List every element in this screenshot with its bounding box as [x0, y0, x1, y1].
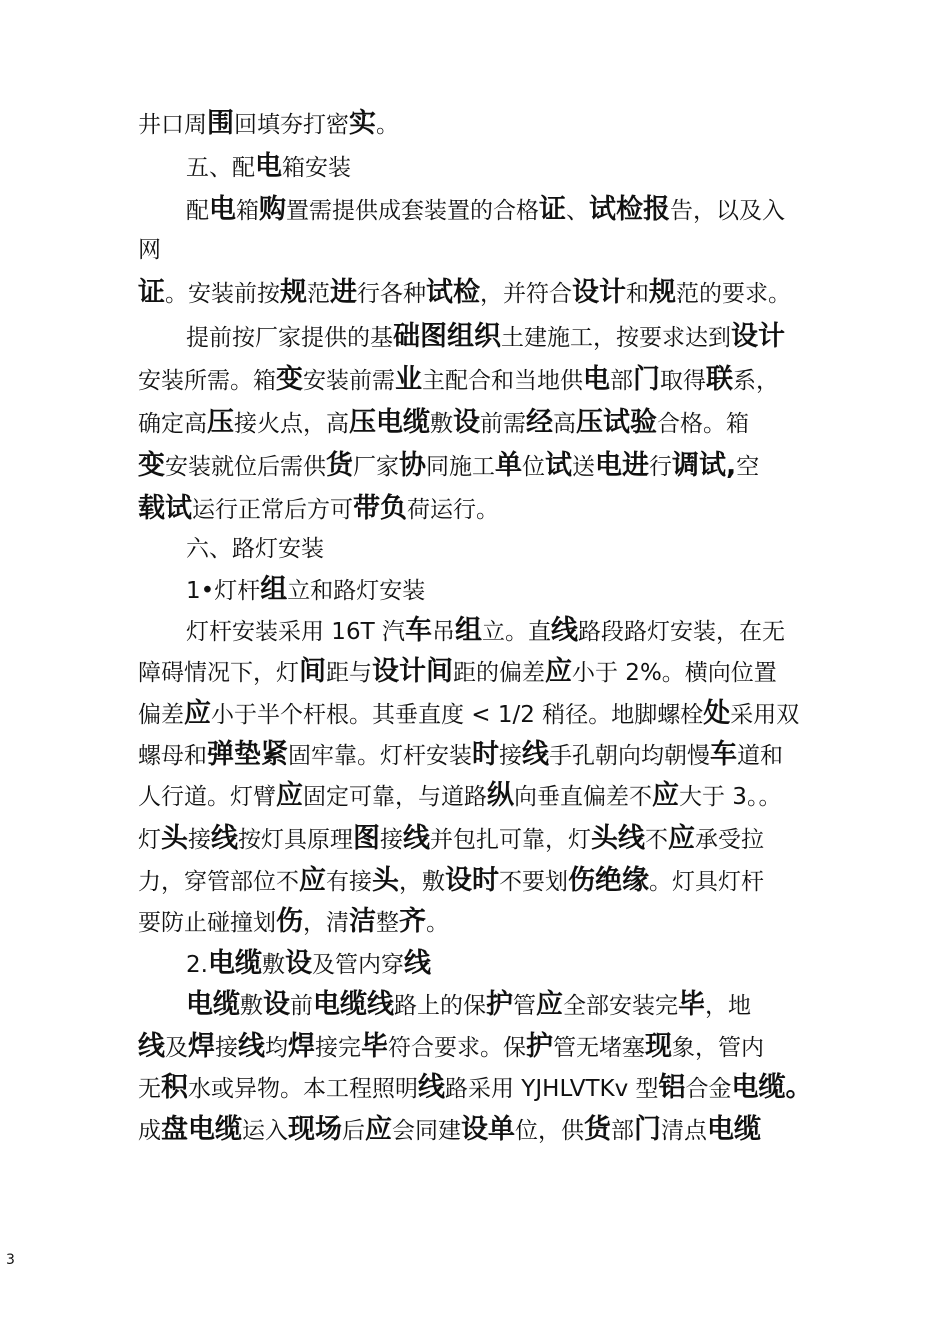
- bold-text: 毕: [361, 1031, 388, 1062]
- text-run: 范: [307, 281, 330, 307]
- text-run: 、: [566, 198, 589, 224]
- bold-text: 时: [472, 739, 499, 770]
- text-run: 。: [426, 910, 449, 936]
- text-run: 安装就位后需供: [165, 454, 326, 480]
- text-run: 行: [649, 454, 672, 480]
- bold-text: 设计: [731, 321, 785, 352]
- bold-text: 线: [403, 948, 431, 979]
- text-run: 清点: [661, 1118, 707, 1144]
- bold-text: 试: [545, 450, 572, 481]
- bold-text: 护: [486, 989, 513, 1020]
- text-line: [138, 905, 449, 940]
- bold-text: 实: [349, 108, 376, 139]
- text-run: 不要划: [499, 869, 568, 895]
- text-run: 箱安装: [282, 155, 351, 181]
- bold-text: 设: [284, 948, 312, 979]
- bold-text: 单: [495, 450, 522, 481]
- text-run: 告，以及入: [670, 198, 785, 224]
- text-run: 全部安装完: [563, 993, 678, 1019]
- bold-text: 间: [299, 656, 326, 687]
- text-line: [138, 406, 749, 441]
- text-run: 高: [553, 411, 576, 437]
- text-run: 道和: [737, 743, 783, 769]
- text-line: [186, 573, 425, 608]
- bold-text: 应: [668, 823, 695, 854]
- text-run: 及管内穿: [311, 952, 404, 978]
- text-run: 路采用 YJHLVTKv 型: [445, 1076, 659, 1102]
- text-line: [186, 193, 785, 228]
- text-run: 提前按厂家提供的基: [186, 325, 393, 351]
- bold-text: 变: [138, 450, 165, 481]
- text-run: 空: [736, 454, 760, 480]
- bold-text: 头: [161, 823, 188, 854]
- bold-text: 调试,: [672, 450, 737, 481]
- bold-text: 车: [710, 739, 737, 770]
- bold-text: 现: [645, 1031, 672, 1062]
- text-run: 灯杆安装采用 16T 汽: [186, 619, 405, 645]
- bold-text: 线: [418, 1072, 445, 1103]
- text-run: 确定高: [138, 411, 207, 437]
- text-run: 偏差: [138, 702, 184, 728]
- bold-text: 组: [260, 574, 288, 605]
- text-run: 成: [138, 1118, 161, 1144]
- text-run: 同施工: [426, 454, 495, 480]
- text-line: [138, 822, 764, 857]
- bold-text: 组: [454, 615, 482, 646]
- text-run: 网: [138, 237, 161, 263]
- text-run: 象，管内: [672, 1035, 764, 1061]
- text-run: 部: [611, 1118, 634, 1144]
- bold-text: 毕: [678, 989, 705, 1020]
- text-run: 并包扎可靠，灯: [430, 827, 591, 853]
- bold-text: 头线: [591, 823, 645, 854]
- bold-text: 货: [326, 450, 353, 481]
- bold-text: 试检: [426, 277, 480, 308]
- text-run: 距的偏差: [453, 660, 545, 686]
- bold-text: 进: [330, 277, 357, 308]
- text-run: 和: [626, 281, 649, 307]
- text-run: 荷运行。: [407, 497, 499, 523]
- text-run: 。: [376, 112, 399, 138]
- bold-text: 设计: [572, 277, 626, 308]
- bold-text: 现场: [288, 1114, 342, 1145]
- text-run: 立和路灯安装: [287, 578, 426, 604]
- text-run: 接: [215, 1035, 238, 1061]
- bold-text: 规: [280, 277, 307, 308]
- bold-text: 压试验: [576, 407, 657, 438]
- text-run: 手孔朝向均朝慢: [549, 743, 710, 769]
- text-run: 固牢靠。灯杆安装: [288, 743, 472, 769]
- bold-text: 证: [539, 194, 566, 225]
- text-run: 采用双: [730, 702, 800, 728]
- bold-text: 设计间: [372, 656, 453, 687]
- text-run: 五、配: [186, 155, 255, 181]
- bold-text: 电缆。: [731, 1072, 813, 1103]
- text-run: 向垂直偏差不: [514, 784, 652, 810]
- bold-text: 联: [706, 364, 733, 395]
- bold-text: 试检报: [589, 194, 670, 225]
- bold-text: 业: [395, 364, 422, 395]
- text-run: 整: [376, 910, 399, 936]
- text-run: 箱: [236, 198, 259, 224]
- bold-text: 应: [276, 780, 303, 811]
- page-number: 3: [6, 1252, 15, 1268]
- bold-text: 设: [453, 407, 480, 438]
- text-line: [138, 738, 783, 773]
- text-run: 行各种: [357, 281, 426, 307]
- bold-text: 应: [545, 656, 572, 687]
- bold-text: 焊: [288, 1031, 315, 1062]
- text-run: 运入: [242, 1118, 288, 1144]
- text-run: 前: [290, 993, 313, 1019]
- text-run: 路段路灯安装，在无: [577, 619, 785, 645]
- text-run: 六、路灯安装: [186, 536, 324, 562]
- text-run: 置需提供成套装置的合格: [286, 198, 539, 224]
- text-run: 敷: [430, 411, 453, 437]
- text-run: 螺母和: [138, 743, 207, 769]
- bold-text: 电: [209, 194, 236, 225]
- bold-text: 围: [207, 108, 234, 139]
- text-run: 运行正常后方可: [192, 497, 353, 523]
- text-run: 接: [380, 827, 403, 853]
- bold-text: 护: [526, 1031, 553, 1062]
- text-run: 管无堵塞: [553, 1035, 645, 1061]
- text-run: 要防止碰撞划: [138, 910, 276, 936]
- bold-text: 弹垫紧: [207, 739, 288, 770]
- text-run: 符合要求。保: [388, 1035, 526, 1061]
- text-line: [138, 233, 161, 267]
- bold-text: 头: [372, 865, 399, 896]
- text-run: 安装前需: [303, 368, 395, 394]
- text-run: 后: [342, 1118, 365, 1144]
- text-run: 会同建: [392, 1118, 461, 1144]
- bold-text: 础图组织: [393, 321, 501, 352]
- bold-text: 设: [263, 989, 290, 1020]
- bold-text: 线: [403, 823, 430, 854]
- text-run: 固定可靠，与道路: [303, 784, 487, 810]
- text-line: [138, 1071, 813, 1106]
- bold-text: 应: [536, 989, 563, 1020]
- bold-text: 电缆线: [313, 989, 394, 1020]
- bold-text: 载试: [138, 493, 192, 524]
- bold-text: 伤绝缘: [568, 865, 649, 896]
- bold-text: 规: [649, 277, 676, 308]
- text-run: 合格。箱: [657, 411, 749, 437]
- bold-text: 齐: [399, 906, 426, 937]
- text-run: 位: [522, 454, 545, 480]
- bold-text: 纵: [487, 780, 514, 811]
- bold-text: 车: [404, 615, 432, 646]
- text-run: 系，: [733, 368, 779, 394]
- text-run: 承受拉: [695, 827, 764, 853]
- text-run: 接完: [315, 1035, 361, 1061]
- bold-text: 线: [522, 739, 549, 770]
- bold-text: 购: [259, 194, 286, 225]
- text-line: [138, 697, 799, 732]
- bold-text: 带负: [353, 493, 407, 524]
- text-run: 1•灯杆: [186, 578, 261, 604]
- bold-text: 应: [652, 780, 679, 811]
- text-line: [186, 947, 431, 982]
- text-run: 有接: [326, 869, 372, 895]
- text-line: [138, 864, 764, 899]
- text-line: [138, 107, 399, 142]
- text-run: 配: [186, 198, 209, 224]
- text-run: 接: [499, 743, 522, 769]
- text-run: 。灯具灯杆: [649, 869, 764, 895]
- text-run: 按灯具原理: [238, 827, 353, 853]
- bold-text: 线: [238, 1031, 265, 1062]
- text-run: 无: [138, 1076, 161, 1102]
- bold-text: 电: [255, 151, 282, 182]
- bold-text: 经: [526, 407, 553, 438]
- bold-text: 设单: [461, 1114, 515, 1145]
- bold-text: 门: [634, 1114, 661, 1145]
- bold-text: 电缆: [186, 989, 240, 1020]
- text-run: 合金: [685, 1076, 732, 1102]
- text-run: 小于半个杆根。其垂直度 < 1/2 稍径。地脚螺栓: [211, 702, 704, 728]
- text-run: 前需: [480, 411, 526, 437]
- text-line: [186, 150, 351, 185]
- text-line: [138, 276, 791, 311]
- text-run: 小于 2%。横向位置: [572, 660, 777, 686]
- text-run: 及: [165, 1035, 188, 1061]
- text-line: [138, 655, 777, 690]
- text-line: [138, 1113, 761, 1148]
- text-run: 均: [265, 1035, 288, 1061]
- bold-text: 线: [138, 1031, 165, 1062]
- bold-text: 处: [703, 698, 731, 729]
- bold-text: 变: [276, 364, 303, 395]
- text-line: [138, 779, 781, 814]
- text-run: 范的要求。: [676, 281, 791, 307]
- text-line: [186, 320, 785, 355]
- bold-text: 设时: [445, 865, 499, 896]
- text-run: 路上的保: [394, 993, 486, 1019]
- bold-text: 压: [207, 407, 234, 438]
- text-run: 主配合和当地供: [422, 368, 583, 394]
- bold-text: 证: [138, 277, 165, 308]
- bold-text: 积: [161, 1072, 188, 1103]
- text-run: ，敷: [399, 869, 445, 895]
- text-line: [186, 532, 324, 566]
- text-run: 送: [572, 454, 595, 480]
- bold-text: 应: [365, 1114, 392, 1145]
- text-line: [186, 988, 751, 1023]
- text-run: ，地: [705, 993, 751, 1019]
- text-run: 灯: [138, 827, 161, 853]
- text-run: 回填夯打密: [234, 112, 349, 138]
- text-run: 。安装前按: [165, 281, 280, 307]
- text-run: ，清: [303, 910, 349, 936]
- text-run: 吊: [431, 619, 455, 645]
- text-run: 管: [513, 993, 536, 1019]
- text-run: 敷: [240, 993, 263, 1019]
- text-run: 位，供: [515, 1118, 584, 1144]
- text-run: 大于 3。。: [679, 784, 782, 810]
- text-run: 土建施工，按要求达到: [501, 325, 731, 351]
- bold-text: 压电缆: [349, 407, 430, 438]
- text-run: 障碍情况下，灯: [138, 660, 299, 686]
- text-run: 井口周: [138, 112, 207, 138]
- bold-text: 图: [353, 823, 380, 854]
- text-run: 立。直: [481, 619, 551, 645]
- bold-text: 电缆: [207, 948, 262, 979]
- bold-text: 洁: [349, 906, 376, 937]
- text-line: [138, 363, 779, 398]
- text-run: ，并符合: [480, 281, 572, 307]
- bold-text: 伤: [276, 906, 303, 937]
- bold-text: 电缆: [707, 1114, 761, 1145]
- bold-text: 应: [184, 698, 211, 729]
- text-run: 接: [188, 827, 211, 853]
- text-run: 水或异物。本工程照明: [188, 1076, 418, 1102]
- bold-text: 门: [633, 364, 660, 395]
- text-run: 2.: [186, 952, 208, 978]
- bold-text: 焊: [188, 1031, 215, 1062]
- text-run: 部: [610, 368, 633, 394]
- text-run: 人行道。灯臂: [138, 784, 276, 810]
- bold-text: 货: [584, 1114, 611, 1145]
- text-run: 取得: [660, 368, 706, 394]
- bold-text: 线: [211, 823, 238, 854]
- bold-text: 线: [550, 615, 578, 646]
- text-line: [138, 492, 499, 527]
- text-run: 力，穿管部位不: [138, 869, 299, 895]
- bold-text: 电: [583, 364, 610, 395]
- text-run: 不: [645, 827, 668, 853]
- bold-text: 应: [299, 865, 326, 896]
- text-line: [138, 1030, 764, 1065]
- text-run: 接火点，高: [234, 411, 349, 437]
- bold-text: 协: [399, 450, 426, 481]
- text-run: 敷: [261, 952, 285, 978]
- text-line: [138, 449, 759, 484]
- text-run: 距与: [326, 660, 372, 686]
- bold-text: 铝: [658, 1072, 686, 1103]
- bold-text: 盘电缆: [161, 1114, 242, 1145]
- text-run: 厂家: [353, 454, 399, 480]
- text-line: [186, 614, 785, 649]
- text-run: 安装所需。箱: [138, 368, 276, 394]
- bold-text: 电进: [595, 450, 649, 481]
